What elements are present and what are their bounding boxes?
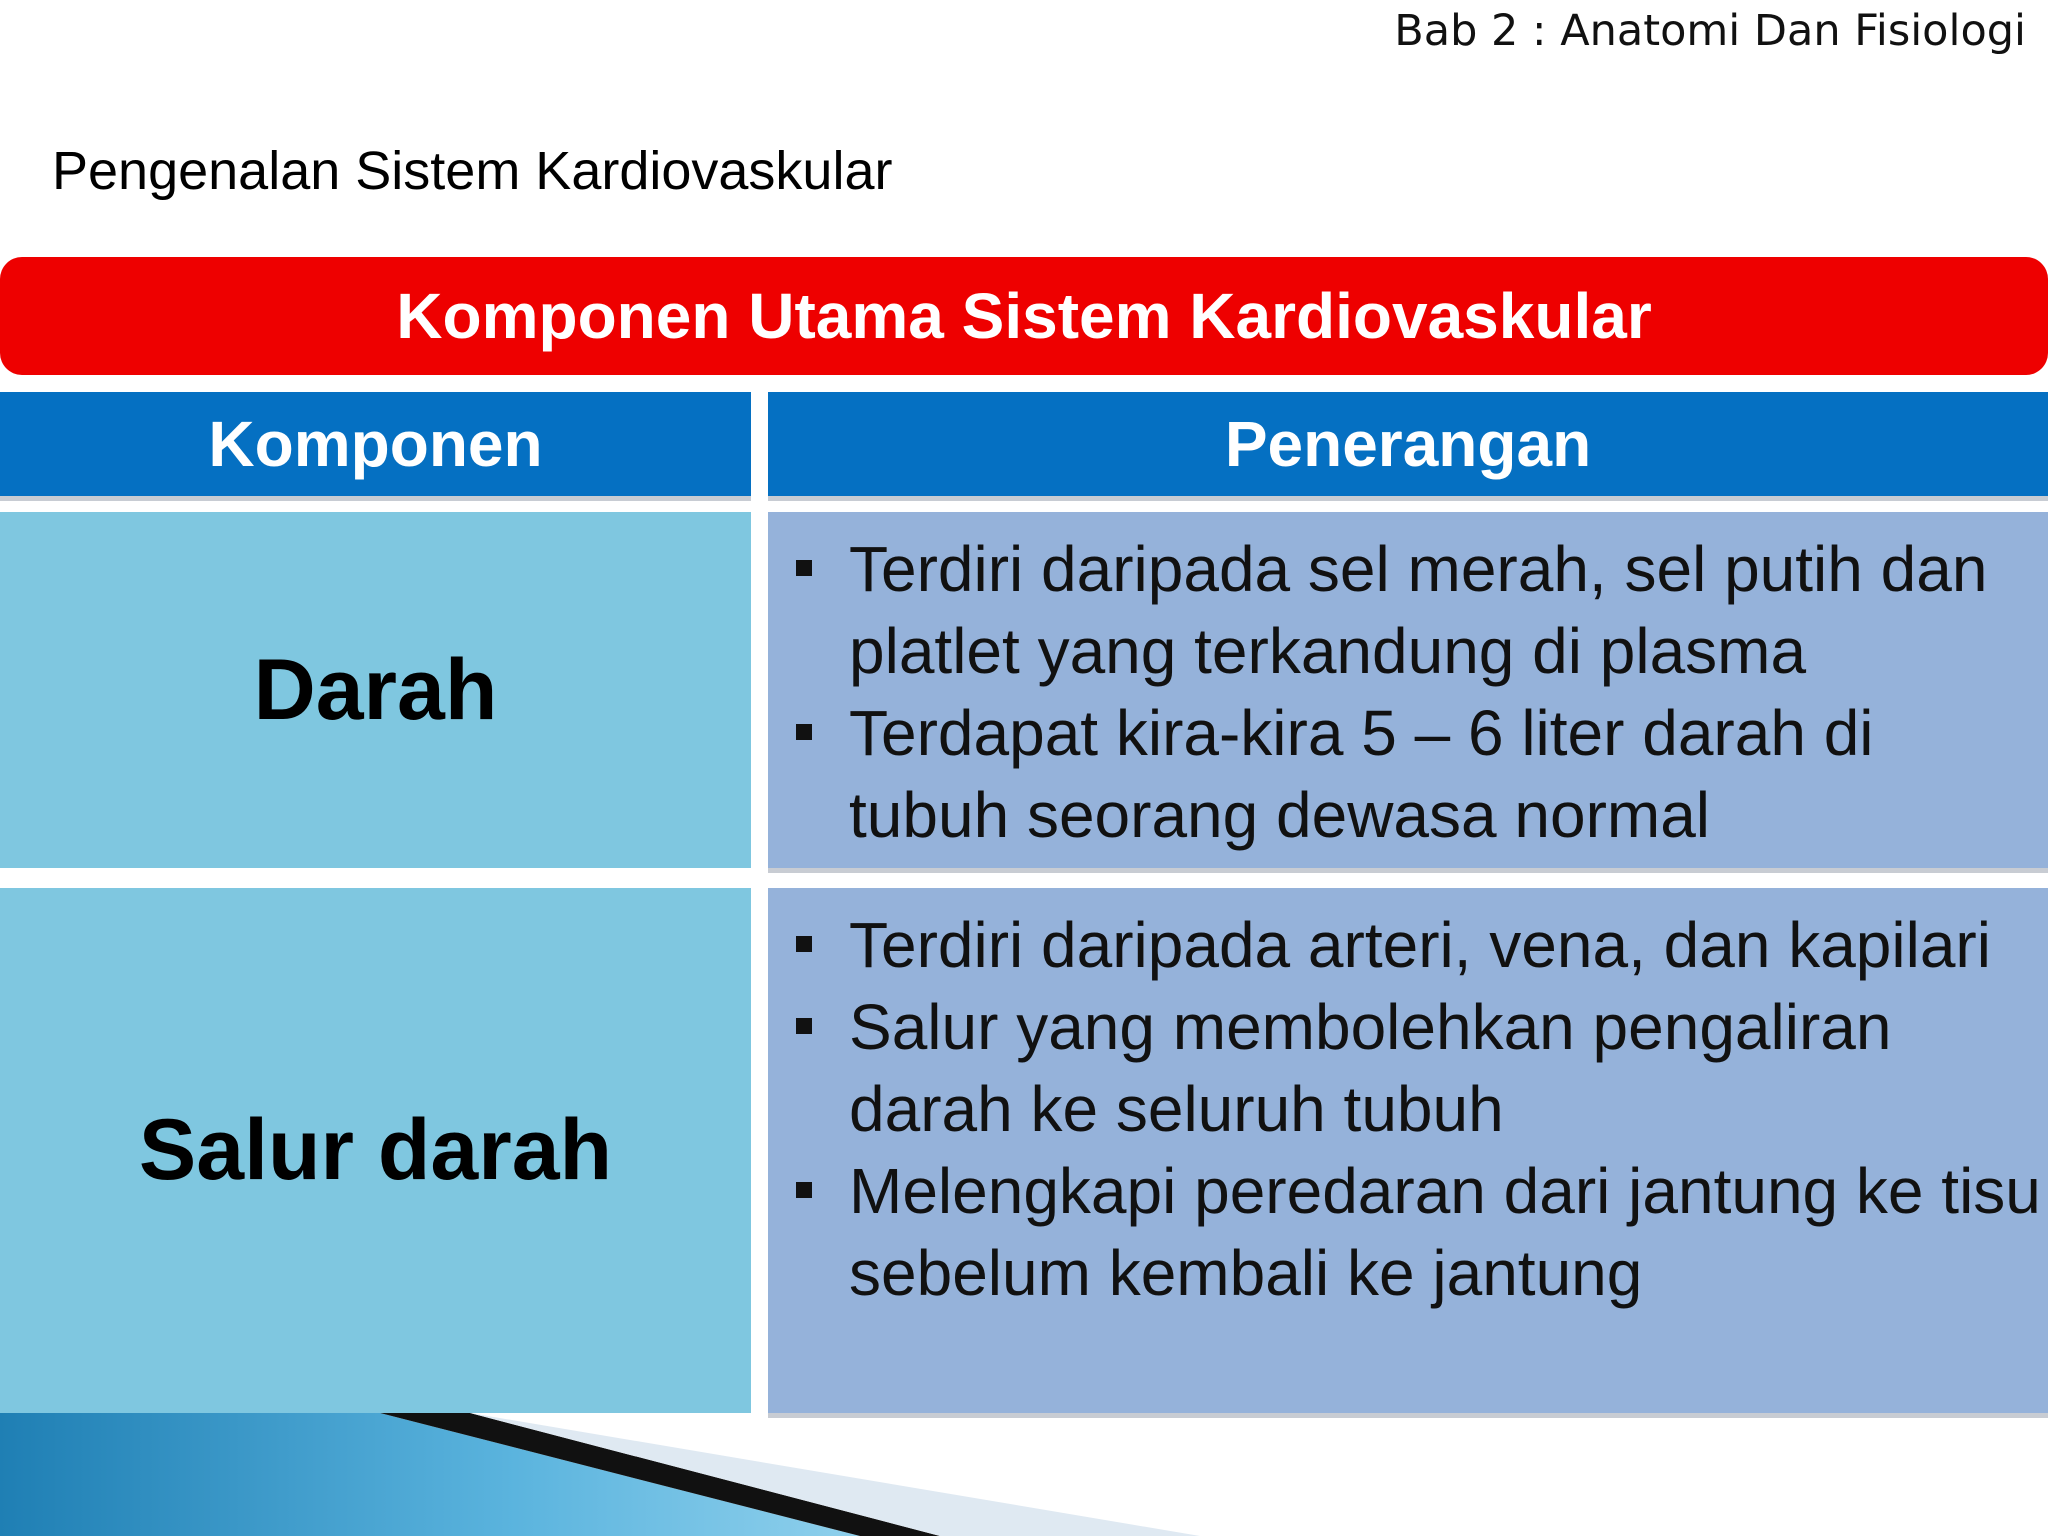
column-header-label: Penerangan [1224, 408, 1592, 480]
column-header-description [768, 392, 2048, 496]
square-bullet-icon [796, 936, 812, 952]
description-cell-salur-darah [768, 888, 2048, 1413]
table-title: Komponen Utama Sistem Kardiovaskular [396, 280, 1652, 352]
table-title-banner [0, 257, 2048, 375]
square-bullet-icon [796, 560, 812, 576]
bullet-text: Terdiri daripada sel merah, sel putih dan platlet yang terkandung di plasma [849, 533, 1988, 687]
square-bullet-icon [796, 724, 812, 740]
bullet-text: Terdiri daripada arteri, vena, dan kapilari [849, 909, 1991, 981]
chapter-title: Bab 2 : Anatomi Dan Fisiologi [1394, 6, 2026, 56]
column-header-component [0, 392, 751, 496]
list-item [768, 1150, 2048, 1314]
list-item [768, 904, 2048, 986]
component-cell-salur-darah [0, 888, 751, 1413]
component-name: Salur darah [138, 1102, 613, 1198]
component-cell-darah [0, 512, 751, 868]
component-name: Darah [253, 641, 498, 738]
square-bullet-icon [796, 1182, 812, 1198]
square-bullet-icon [796, 1018, 812, 1034]
list-item [768, 692, 2048, 856]
list-item [768, 986, 2048, 1150]
column-header-label: Komponen [208, 408, 543, 480]
slide-subtitle: Pengenalan Sistem Kardiovaskular [52, 141, 893, 201]
bullet-text: Terdapat kira-kira 5 – 6 liter darah di tubuh seorang dewasa normal [849, 697, 1874, 851]
description-cell-darah [768, 512, 2048, 868]
bullet-list [768, 512, 2048, 856]
bullet-list [768, 888, 2048, 1314]
footer-decoration [0, 1413, 2048, 1536]
bullet-text: Salur yang membolehkan pengaliran darah ke seluruh tubuh [849, 991, 1892, 1145]
bullet-text: Melengkapi peredaran dari jantung ke tisu sebelum kembali ke jantung [849, 1155, 2041, 1309]
list-item [768, 528, 2048, 692]
